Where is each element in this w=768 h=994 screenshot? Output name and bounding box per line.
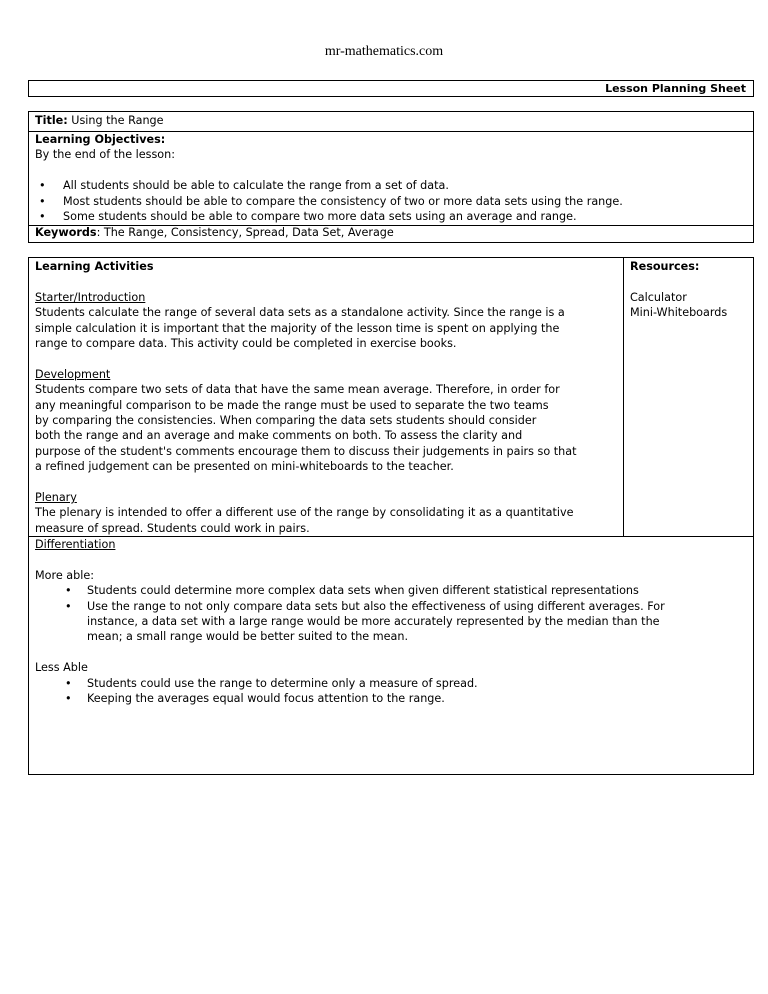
starter-heading: Starter/Introduction	[35, 290, 146, 304]
lesson-info-table	[28, 111, 754, 243]
starter-line: Students calculate the range of several data sets as a standalone activity. Since the range is a	[35, 306, 565, 320]
development-line: any meaningful comparison to be made the range must be used to separate the two teams	[35, 398, 549, 412]
objective-item: • All students should be able to calculate the range from a set of data.	[35, 178, 747, 193]
keywords-row	[29, 225, 753, 243]
development-line: by comparing the consistencies. When comparing the data sets students should consider	[35, 414, 537, 428]
more-able-list	[35, 583, 747, 645]
objectives-list	[35, 178, 747, 224]
plenary-heading: Plenary	[35, 491, 77, 505]
resource-item: Mini-Whiteboards	[630, 306, 728, 320]
less-able-list	[35, 676, 747, 707]
less-able-item: • Students could use the range to determine only a measure of spread.	[35, 676, 747, 691]
less-able-label: Less Able	[35, 661, 88, 675]
keywords-label: Keywords	[35, 226, 97, 239]
objectives-intro: By the end of the lesson:	[35, 148, 176, 162]
header-box	[28, 80, 754, 97]
starter-line: range to compare data. This activity could be completed in exercise books.	[35, 337, 457, 351]
starter-line: simple calculation it is important that the majority of the lesson time is spent on applying the	[35, 321, 560, 335]
resources-heading: Resources:	[630, 260, 700, 273]
development-line: a refined judgement can be presented on mini-whiteboards to the teacher.	[35, 460, 454, 474]
differentiation-heading: Differentiation	[35, 538, 116, 551]
resources-cell	[624, 258, 753, 536]
development-line: purpose of the student's comments encourage them to discuss their judgements in pairs so that	[35, 444, 577, 458]
sheet-label: Lesson Planning Sheet	[605, 82, 746, 95]
differentiation-cell	[29, 536, 753, 774]
development-heading: Development	[35, 367, 111, 381]
title-label: Title:	[35, 114, 68, 127]
activities-table	[28, 257, 754, 775]
plenary-line: measure of spread. Students could work in pairs.	[35, 521, 310, 535]
keywords-value: : The Range, Consistency, Spread, Data Set, Average	[96, 226, 394, 239]
plenary-line: The plenary is intended to offer a different use of the range by consolidating it as a quantitative	[35, 506, 574, 520]
more-able-label: More able:	[35, 568, 95, 582]
objective-item: • Some students should be able to compare two more data sets using an average and range.	[35, 209, 747, 224]
development-line: both the range and an average and make comments on both. To assess the clarity and	[35, 429, 523, 443]
objectives-heading: Learning Objectives:	[35, 133, 166, 146]
more-able-item: • Students could determine more complex data sets when given different statistical representations	[35, 583, 747, 598]
site-name: mr-mathematics.com	[324, 44, 444, 59]
less-able-item: • Keeping the averages equal would focus attention to the range.	[35, 691, 747, 706]
objectives-row	[29, 131, 753, 226]
activities-heading: Learning Activities	[35, 260, 154, 273]
development-line: Students compare two sets of data that have the same mean average. Therefore, in order for	[35, 383, 560, 397]
objective-item: • Most students should be able to compare the consistency of two or more data sets using the range.	[35, 194, 747, 209]
learning-activities-cell	[29, 258, 624, 536]
title-row	[29, 112, 753, 132]
more-able-item: • Use the range to not only compare data sets but also the effectiveness of using different averages. For instance, a data set with a large range would be more accurately represented by the median than the mean; a small range would be better suited to the mean.	[35, 599, 747, 645]
resource-item: Calculator	[630, 290, 687, 304]
lesson-title: Using the Range	[71, 114, 164, 127]
